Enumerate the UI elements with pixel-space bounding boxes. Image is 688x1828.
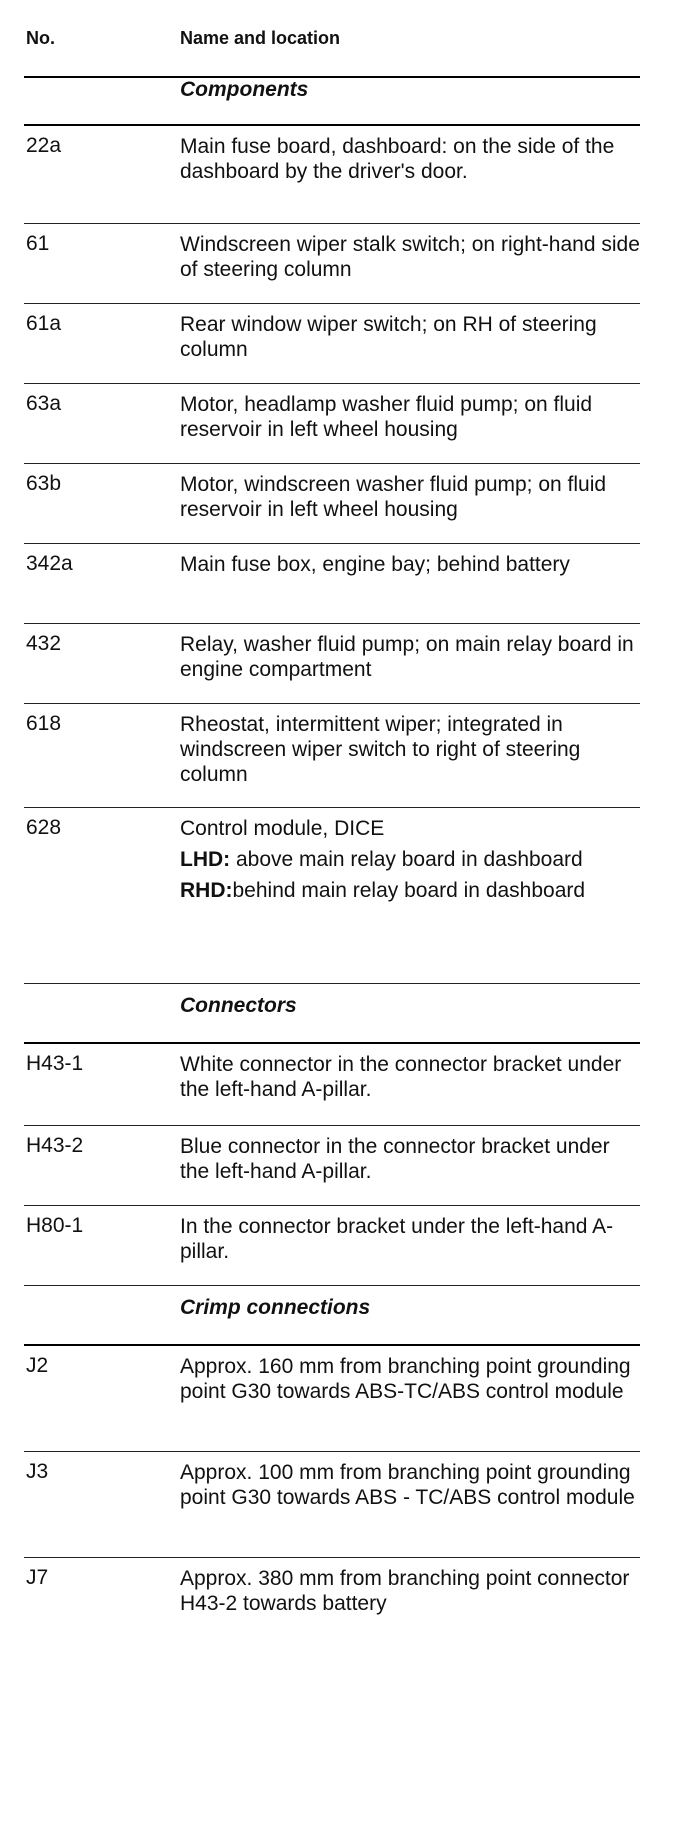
table-row — [24, 808, 640, 984]
table-row — [24, 126, 640, 224]
row-description: Windscreen wiper stalk switch; on right-hand side of steering column — [180, 233, 640, 281]
row-description: In the connector bracket under the left-hand A-pillar. — [180, 1215, 614, 1263]
section-connectors — [24, 984, 640, 1044]
row-description — [180, 816, 640, 903]
row-description: Rear window wiper switch; on RH of steering column — [180, 313, 597, 361]
row-number: 61a — [26, 312, 62, 335]
table-row — [24, 1346, 640, 1452]
table-header — [24, 0, 640, 78]
row-number: H43-1 — [26, 1052, 84, 1075]
row-description-main: Control module, DICE — [180, 817, 385, 840]
column-header-no: No. — [26, 28, 55, 48]
row-number: H80-1 — [26, 1214, 84, 1237]
row-description: White connector in the connector bracket under the left-hand A-pillar. — [180, 1053, 622, 1101]
row-description: Motor, windscreen washer fluid pump; on fluid reservoir in left wheel housing — [180, 473, 607, 521]
row-description: Relay, washer fluid pump; on main relay board in engine compartment — [180, 633, 634, 681]
section-components — [24, 78, 640, 126]
table-row — [24, 1044, 640, 1126]
table-row — [24, 1452, 640, 1558]
row-description: Main fuse board, dashboard: on the side of the dashboard by the driver's door. — [180, 135, 615, 183]
row-number: 628 — [26, 816, 62, 839]
row-description: Rheostat, intermittent wiper; integrated in windscreen wiper switch to right of steering column — [180, 713, 581, 786]
row-description: Approx. 380 mm from branching point connector H43-2 towards battery — [180, 1567, 630, 1615]
table-row — [24, 624, 640, 704]
row-number: 63b — [26, 472, 62, 495]
lhd-text: above main relay board in dashboard — [230, 848, 583, 871]
section-title: Components — [180, 78, 309, 101]
table-row — [24, 704, 640, 808]
lhd-note — [180, 847, 640, 872]
row-number: 342a — [26, 552, 73, 575]
rhd-label: RHD: — [180, 879, 233, 902]
table-row — [24, 544, 640, 624]
section-crimp-connections — [24, 1286, 640, 1346]
table-row — [24, 464, 640, 544]
rhd-text: behind main relay board in dashboard — [232, 879, 586, 902]
row-description: Main fuse box, engine bay; behind battery — [180, 553, 570, 576]
row-description: Approx. 160 mm from branching point grounding point G30 towards ABS-TC/ABS control module — [180, 1355, 631, 1403]
row-number: 618 — [26, 712, 62, 735]
section-title: Connectors — [180, 994, 297, 1017]
table-row — [24, 384, 640, 464]
column-header-name: Name and location — [180, 28, 341, 48]
row-number: 432 — [26, 632, 62, 655]
row-number: 63a — [26, 392, 62, 415]
document-table — [24, 0, 640, 1648]
row-number: 61 — [26, 232, 50, 255]
table-row — [24, 1558, 640, 1648]
row-number: J3 — [26, 1460, 49, 1483]
table-row — [24, 1206, 640, 1286]
lhd-label: LHD: — [180, 848, 231, 871]
row-number: 22a — [26, 134, 62, 157]
table-row — [24, 304, 640, 384]
row-description: Blue connector in the connector bracket under the left-hand A-pillar. — [180, 1135, 610, 1183]
row-number: J2 — [26, 1354, 49, 1377]
rhd-note — [180, 878, 640, 903]
row-description: Approx. 100 mm from branching point grounding point G30 towards ABS - TC/ABS control module — [180, 1461, 635, 1509]
row-number: J7 — [26, 1566, 49, 1589]
row-number: H43-2 — [26, 1134, 84, 1157]
table-row — [24, 1126, 640, 1206]
table-row — [24, 224, 640, 304]
section-title: Crimp connections — [180, 1296, 371, 1319]
row-description: Motor, headlamp washer fluid pump; on fluid reservoir in left wheel housing — [180, 393, 593, 441]
